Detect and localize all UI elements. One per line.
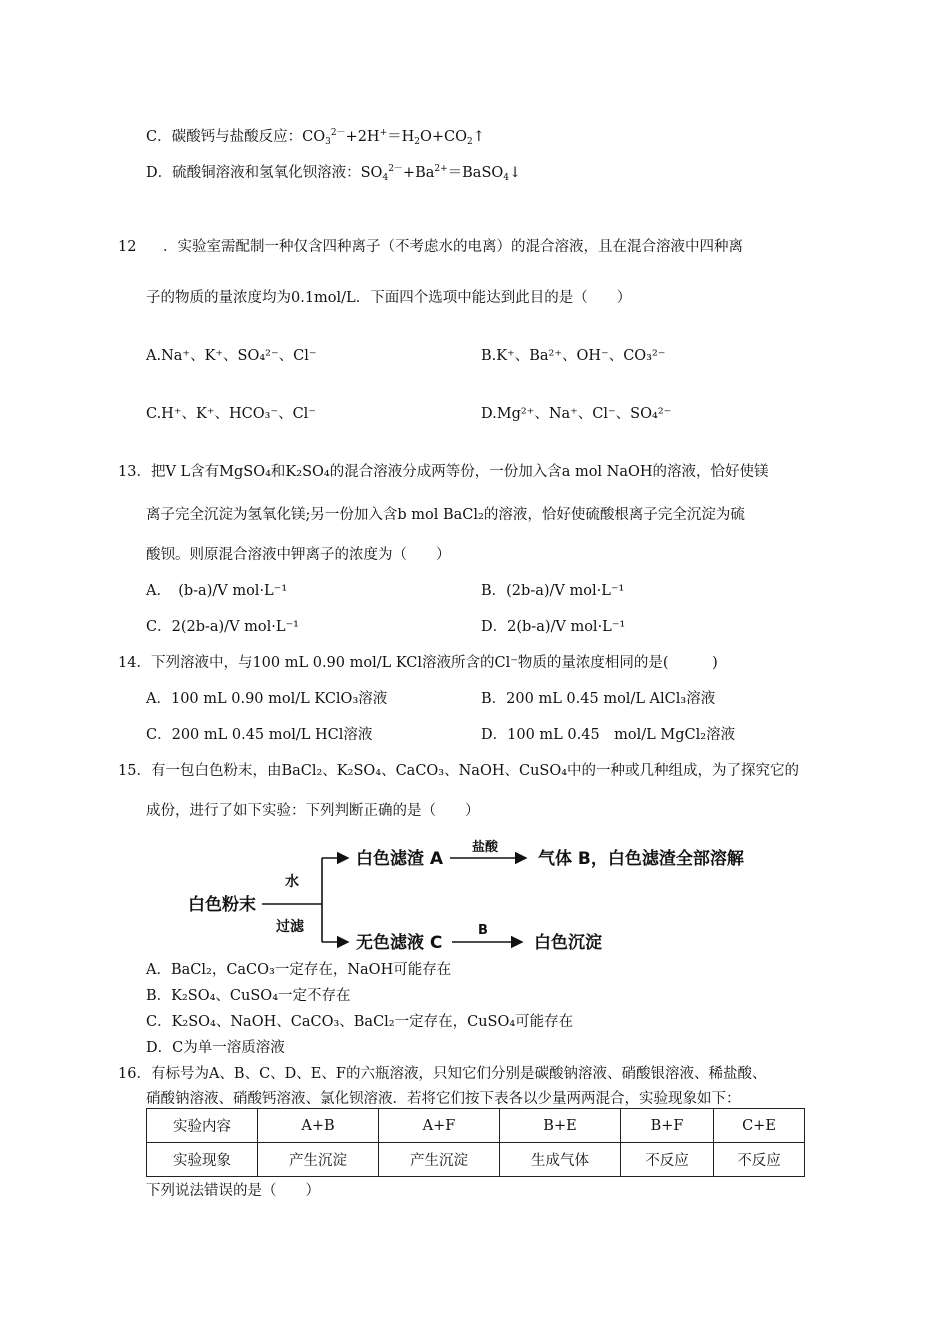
table-cell: A+F (379, 1109, 500, 1143)
q14-option-b: B．200 mL 0.45 mol/L AlCl₃溶液 (481, 691, 716, 707)
table-row (147, 1143, 805, 1177)
diagram-acid-label: 盐酸 (472, 840, 499, 855)
diagram-filtrate-c: 无色滤液 C (356, 933, 443, 953)
q12-option-a: A.Na⁺、K⁺、SO₄²⁻、Cl⁻ (146, 348, 317, 364)
experiment-table (146, 1108, 805, 1177)
q12-stem-line1: ．实验室需配制一种仅含四种离子（不考虑水的电离）的混合溶液，且在混合溶液中四种离 (163, 239, 743, 255)
table-cell: 不反应 (714, 1143, 805, 1177)
q12-number: 12 (118, 239, 137, 255)
diagram-start-label: 白色粉末 (188, 895, 256, 915)
q11-option-c: C．碳酸钙与盐酸反应：$CO_3^{2-}+2H^+=H_2O+CO_2↑$ (146, 128, 485, 147)
q13-stem-line3: 酸钡。则原混合溶液中钾离子的浓度为（ ） (146, 547, 451, 563)
q14-option-d: D．100 mL 0.45 mol/L MgCl₂溶液 (481, 727, 736, 743)
q12-option-c: C.H⁺、K⁺、HCO₃⁻、Cl⁻ (146, 406, 316, 422)
diagram-water-label: 水 (285, 874, 299, 890)
q13-option-d: D．2(b-a)/V mol·L⁻¹ (481, 619, 626, 635)
diagram-filter-label: 过滤 (276, 919, 304, 935)
q14-option-a: A．100 mL 0.90 mol/L KClO₃溶液 (146, 691, 388, 707)
q13-stem-line2: 离子完全沉淀为氢氧化镁;另一份加入含b mol BaCl₂的溶液，恰好使硫酸根离子完全沉淀为硫 (146, 507, 745, 523)
table-cell: C+E (714, 1109, 805, 1143)
q13-option-b: B．(2b-a)/V mol·L⁻¹ (481, 583, 625, 599)
q14-stem: 14．下列溶液中，与100 mL 0.90 mol/L KCl溶液所含的Cl⁻物质的量浓度相同的是( ) (118, 655, 718, 671)
q15-option-b: B．K₂SO₄、CuSO₄一定不存在 (146, 988, 351, 1004)
q14-option-c: C．200 mL 0.45 mol/L HCl溶液 (146, 727, 373, 743)
table-cell: B+E (500, 1109, 621, 1143)
q15-stem-line2: 成份，进行了如下实验：下列判断正确的是（ ） (146, 803, 480, 819)
q15-option-a: A．BaCl₂，CaCO₃一定存在，NaOH可能存在 (146, 962, 452, 978)
q11-option-d: D．硫酸铜溶液和氢氧化钡溶液：$SO_4^{2-}+Ba^{2+}=BaSO_4↓$ (146, 164, 522, 183)
q12-stem-line2: 子的物质的量浓度均为0.1mol/L．下面四个选项中能达到此目的是（ ） (146, 290, 632, 306)
q15-option-c: C．K₂SO₄、NaOH、CaCO₃、BaCl₂一定存在，CuSO₄可能存在 (146, 1014, 574, 1030)
table-cell: 实验内容 (147, 1109, 258, 1143)
q15-stem-line1: 15．有一包白色粉末，由BaCl₂、K₂SO₄、CaCO₃、NaOH、CuSO₄中的一种或几种组成，为了探究它的 (118, 763, 800, 779)
table-cell: 生成气体 (500, 1143, 621, 1177)
table-cell: 不反应 (621, 1143, 714, 1177)
q16-stem-line1: 16．有标号为A、B、C、D、E、F的六瓶溶液，只知它们分别是碳酸钠溶液、硝酸银溶液、稀盐酸、 (118, 1066, 767, 1082)
q16-stem-line2: 硝酸钠溶液、硝酸钙溶液、氯化钡溶液．若将它们按下表各以少量两两混合，实验现象如下： (146, 1091, 741, 1107)
table-cell: 产生沉淀 (258, 1143, 379, 1177)
experiment-flow-diagram (180, 838, 780, 958)
q12-option-d: D.Mg²⁺、Na⁺、Cl⁻、SO₄²⁻ (481, 406, 672, 422)
diagram-result-c: 白色沉淀 (534, 933, 602, 953)
q16-stem-line3: 下列说法错误的是（ ） (146, 1183, 320, 1199)
table-cell: A+B (258, 1109, 379, 1143)
table-header-row (147, 1109, 805, 1143)
diagram-result-a: 气体 B，白色滤渣全部溶解 (538, 849, 744, 869)
q13-option-c: C．2(2b-a)/V mol·L⁻¹ (146, 619, 299, 635)
table-cell: 产生沉淀 (379, 1143, 500, 1177)
q15-option-d: D．C为单一溶质溶液 (146, 1040, 285, 1056)
table-cell: B+F (621, 1109, 714, 1143)
q13-stem-line1: 13．把V L含有MgSO₄和K₂SO₄的混合溶液分成两等份，一份加入含a mol NaOH的溶液，恰好使镁 (118, 464, 769, 480)
diagram-residue-a: 白色滤渣 A (356, 849, 444, 869)
q12-option-b: B.K⁺、Ba²⁺、OH⁻、CO₃²⁻ (481, 348, 666, 364)
diagram-reagent-b: B (478, 923, 488, 938)
q13-option-a: A． (b-a)/V mol·L⁻¹ (146, 583, 288, 599)
table-cell: 实验现象 (147, 1143, 258, 1177)
